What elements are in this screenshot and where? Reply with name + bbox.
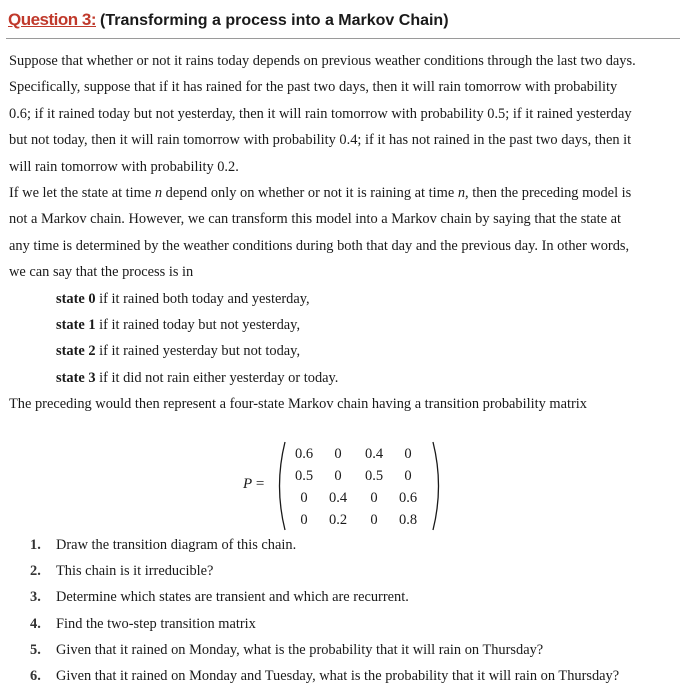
state-description: if it did not rain either yesterday or today. [95, 369, 339, 386]
variable-n: n [457, 184, 466, 201]
right-parenthesis [431, 441, 445, 531]
list-item [30, 532, 680, 558]
state-definition [9, 312, 679, 338]
matrix-cell: 0.4 [364, 446, 384, 462]
left-parenthesis [273, 441, 287, 531]
matrix-cell: 0.5 [294, 468, 314, 484]
problem-statement [9, 48, 679, 417]
matrix-symbol [243, 476, 264, 493]
item-text: This chain is it irreducible? [56, 563, 214, 580]
question-list [30, 532, 680, 689]
matrix-cell: 0 [334, 468, 342, 484]
paragraph-line: Specifically, suppose that if it has rained for the past two days, then it will rain tomorrow with probability [9, 79, 618, 96]
state-label: state 0 [56, 290, 96, 307]
question-number: Question 3: [8, 10, 97, 29]
matrix-grid [287, 443, 423, 531]
list-item [30, 584, 680, 610]
state-description: if it rained yesterday but not today, [95, 343, 301, 360]
state-definition [9, 286, 679, 312]
list-item [30, 611, 680, 637]
matrix-cell: 0.2 [328, 512, 348, 528]
matrix-cell: 0.5 [364, 468, 384, 484]
paragraph-line: but not today, then it will rain tomorrow with probability 0.4; if it has not rained in the past two days, then it [9, 132, 632, 149]
variable-n: n [154, 184, 163, 201]
paragraph-line: will rain tomorrow with probability 0.2. [9, 158, 239, 175]
paragraph-line: any time is determined by the weather conditions during both that day and the previous day. In other words, [9, 237, 630, 254]
item-number: 5. [30, 641, 41, 658]
list-item [30, 663, 680, 689]
item-number: 2. [30, 563, 41, 580]
state-description: if it rained both today and yesterday, [95, 290, 310, 307]
text-run: , then the preceding model is [465, 184, 632, 201]
text-run: depend only on whether or not it is raining at time [162, 184, 458, 201]
state-definition [9, 338, 679, 364]
matrix-cell: 0 [300, 512, 308, 528]
matrix-cell: 0.8 [398, 512, 418, 528]
state-label: state 1 [56, 316, 96, 333]
paragraph-line [9, 180, 679, 206]
state-description: if it rained today but not yesterday, [95, 316, 301, 333]
state-definition [9, 365, 679, 391]
transition-matrix [243, 443, 463, 531]
list-item [30, 637, 680, 663]
item-number: 6. [30, 667, 41, 684]
matrix-cell: 0.6 [398, 490, 418, 506]
paragraph-line: we can say that the process is in [9, 264, 194, 281]
matrix-cell: 0.6 [294, 446, 314, 462]
list-item [30, 558, 680, 584]
matrix-symbol-letter: P [243, 476, 253, 492]
item-text: Find the two-step transition matrix [56, 615, 256, 632]
item-text: Draw the transition diagram of this chain. [56, 537, 297, 553]
state-label: state 2 [56, 343, 96, 360]
item-number: 1. [30, 537, 41, 553]
item-number: 3. [30, 589, 41, 606]
matrix-cell: 0 [404, 446, 412, 462]
state-label: state 3 [56, 369, 96, 386]
equals-sign: = [252, 476, 265, 492]
item-text: Given that it rained on Monday, what is the probability that it will rain on Thursday? [56, 641, 544, 658]
paragraph-line: 0.6; if it rained today but not yesterday, then it will rain tomorrow with probability 0.5; if it rained yesterday [9, 105, 632, 122]
item-text: Given that it rained on Monday and Tuesday, what is the probability that it will rain on Thursday? [56, 667, 620, 684]
paragraph-line: not a Markov chain. However, we can transform this model into a Markov chain by saying that the state at [9, 211, 622, 228]
paragraph-line: Suppose that whether or not it rains today depends on previous weather conditions through the last two days. [9, 53, 636, 69]
matrix-cell: 0 [370, 512, 378, 528]
question-title: (Transforming a process into a Markov Chain) [100, 12, 449, 29]
matrix-cell: 0 [404, 468, 412, 484]
matrix-cell: 0.4 [328, 490, 348, 506]
matrix-cell: 0 [370, 490, 378, 506]
item-text: Determine which states are transient and which are recurrent. [56, 589, 409, 606]
item-number: 4. [30, 615, 41, 632]
header-divider [6, 38, 680, 39]
paragraph-line: The preceding would then represent a four-state Markov chain having a transition probability matrix [9, 396, 587, 413]
question-header [8, 10, 449, 36]
matrix-cell: 0 [300, 490, 308, 506]
matrix-cell: 0 [334, 446, 342, 462]
text-run: If we let the state at time [9, 184, 155, 201]
